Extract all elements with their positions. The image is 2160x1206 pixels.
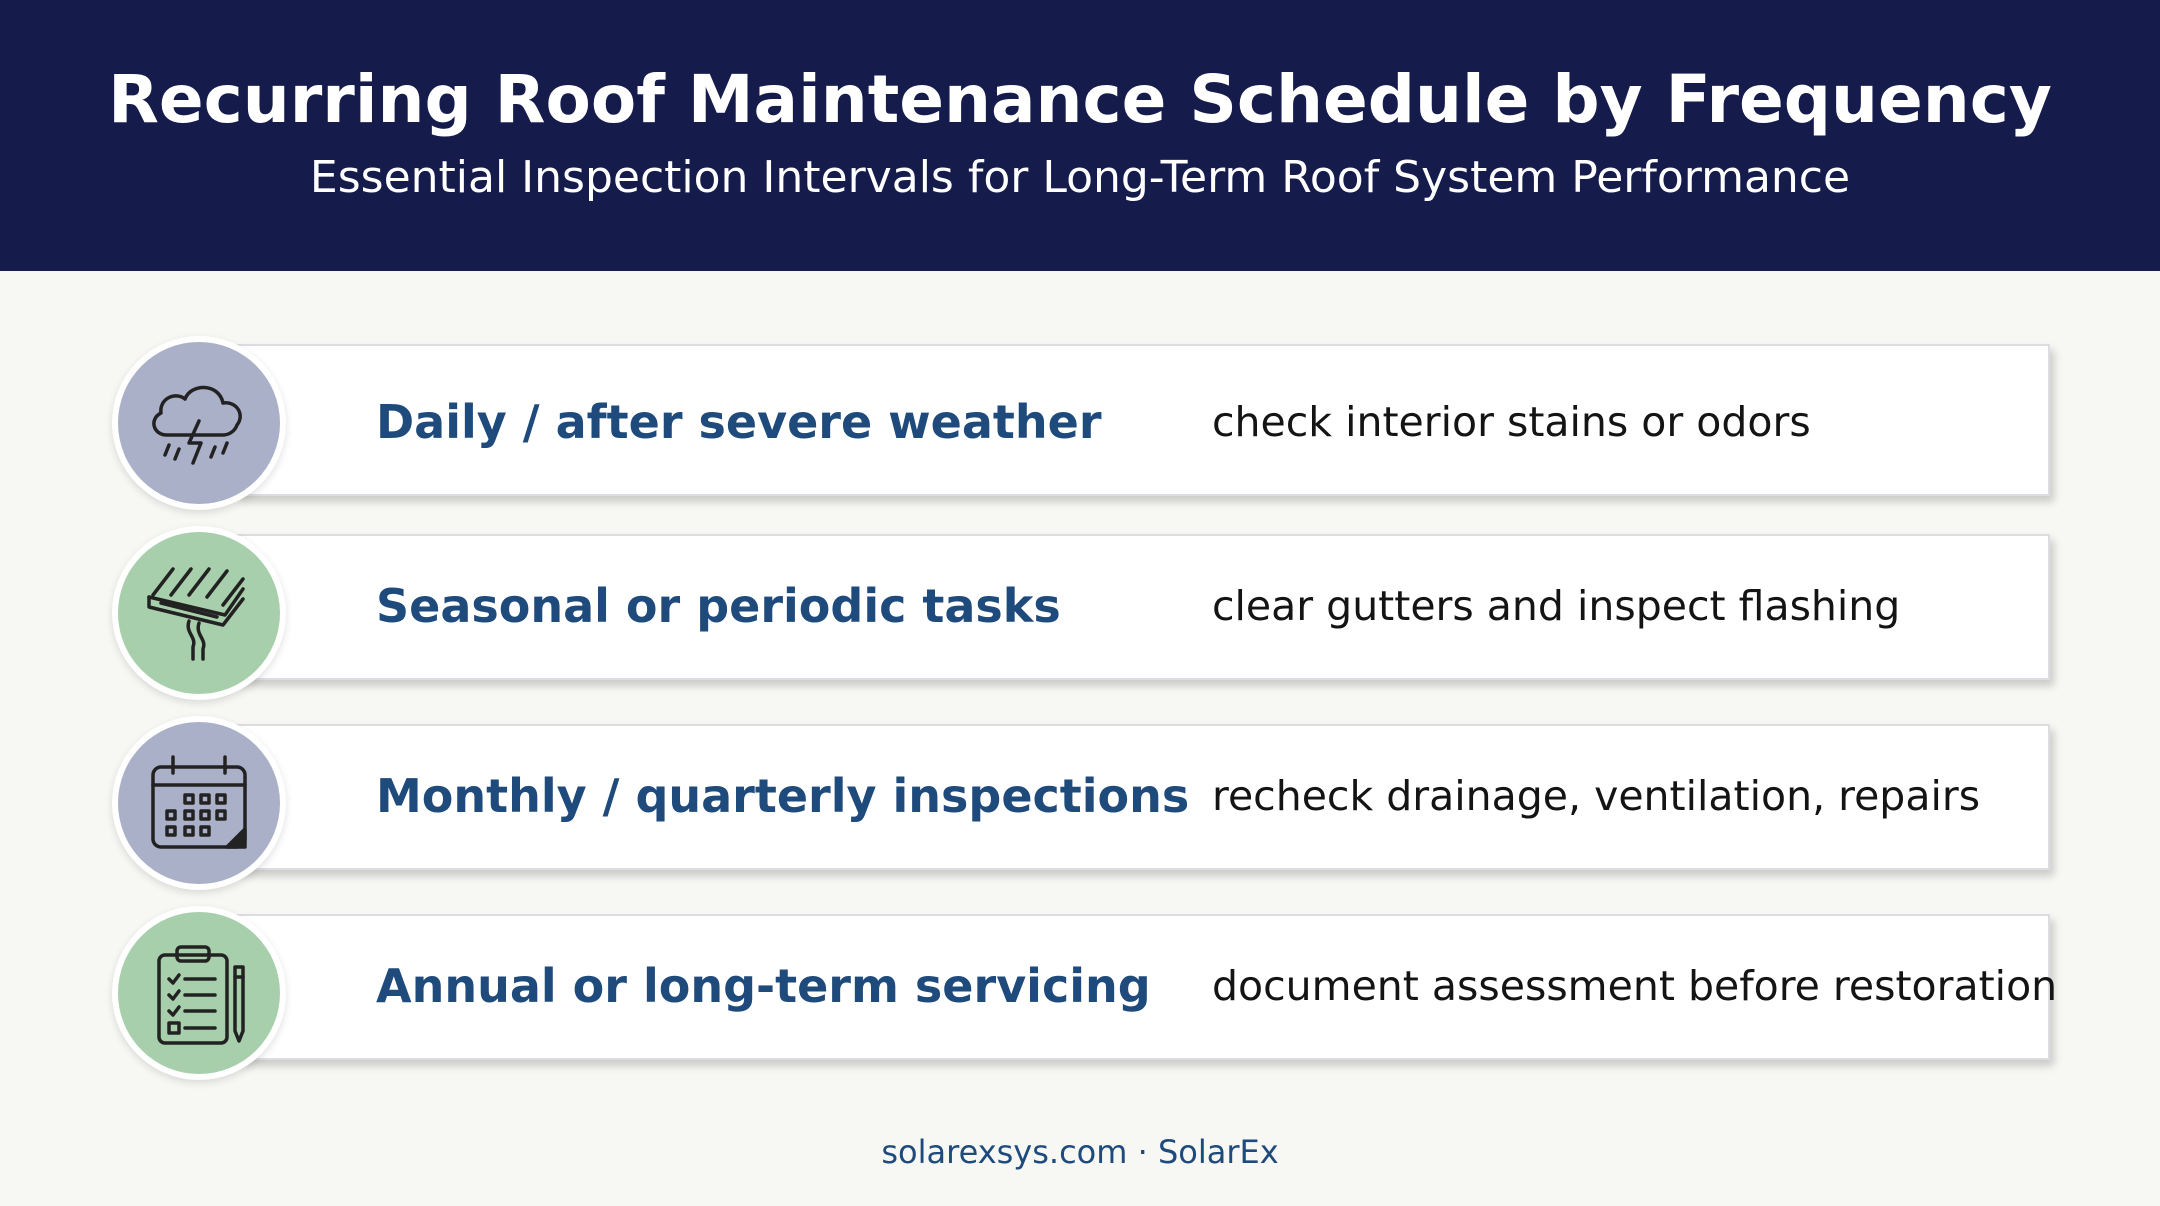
page-subtitle: Essential Inspection Intervals for Long-Term Roof System Performance xyxy=(309,152,1851,203)
task-description: recheck drainage, ventilation, repairs xyxy=(1212,772,1981,820)
footer-credit: solarexsys.com · SolarEx xyxy=(881,1133,1279,1171)
page-title: Recurring Roof Maintenance Schedule by Frequency xyxy=(108,61,2052,138)
icon-badge xyxy=(112,336,286,510)
task-description: check interior stains or odors xyxy=(1212,398,1811,446)
calendar-icon xyxy=(139,743,259,863)
frequency-label: Daily / after severe weather xyxy=(376,395,1102,449)
schedule-row-daily xyxy=(0,336,2160,506)
schedule-row-seasonal xyxy=(0,526,2160,696)
frequency-label: Monthly / quarterly inspections xyxy=(376,769,1190,823)
task-description: document assessment before restoration xyxy=(1212,962,2058,1010)
icon-badge xyxy=(112,716,286,890)
icon-circle xyxy=(118,722,280,884)
clipboard-checklist-icon xyxy=(139,933,259,1053)
frequency-label: Seasonal or periodic tasks xyxy=(376,579,1061,633)
frequency-label: Annual or long-term servicing xyxy=(376,959,1151,1013)
task-description: clear gutters and inspect flashing xyxy=(1212,582,1901,630)
schedule-row-annual xyxy=(0,906,2160,1076)
schedule-row-monthly xyxy=(0,716,2160,886)
icon-badge xyxy=(112,906,286,1080)
gutter-icon xyxy=(139,553,259,673)
header-banner xyxy=(0,0,2160,271)
icon-circle xyxy=(118,912,280,1074)
icon-circle xyxy=(118,532,280,694)
icon-badge xyxy=(112,526,286,700)
storm-cloud-icon xyxy=(139,363,259,483)
icon-circle xyxy=(118,342,280,504)
